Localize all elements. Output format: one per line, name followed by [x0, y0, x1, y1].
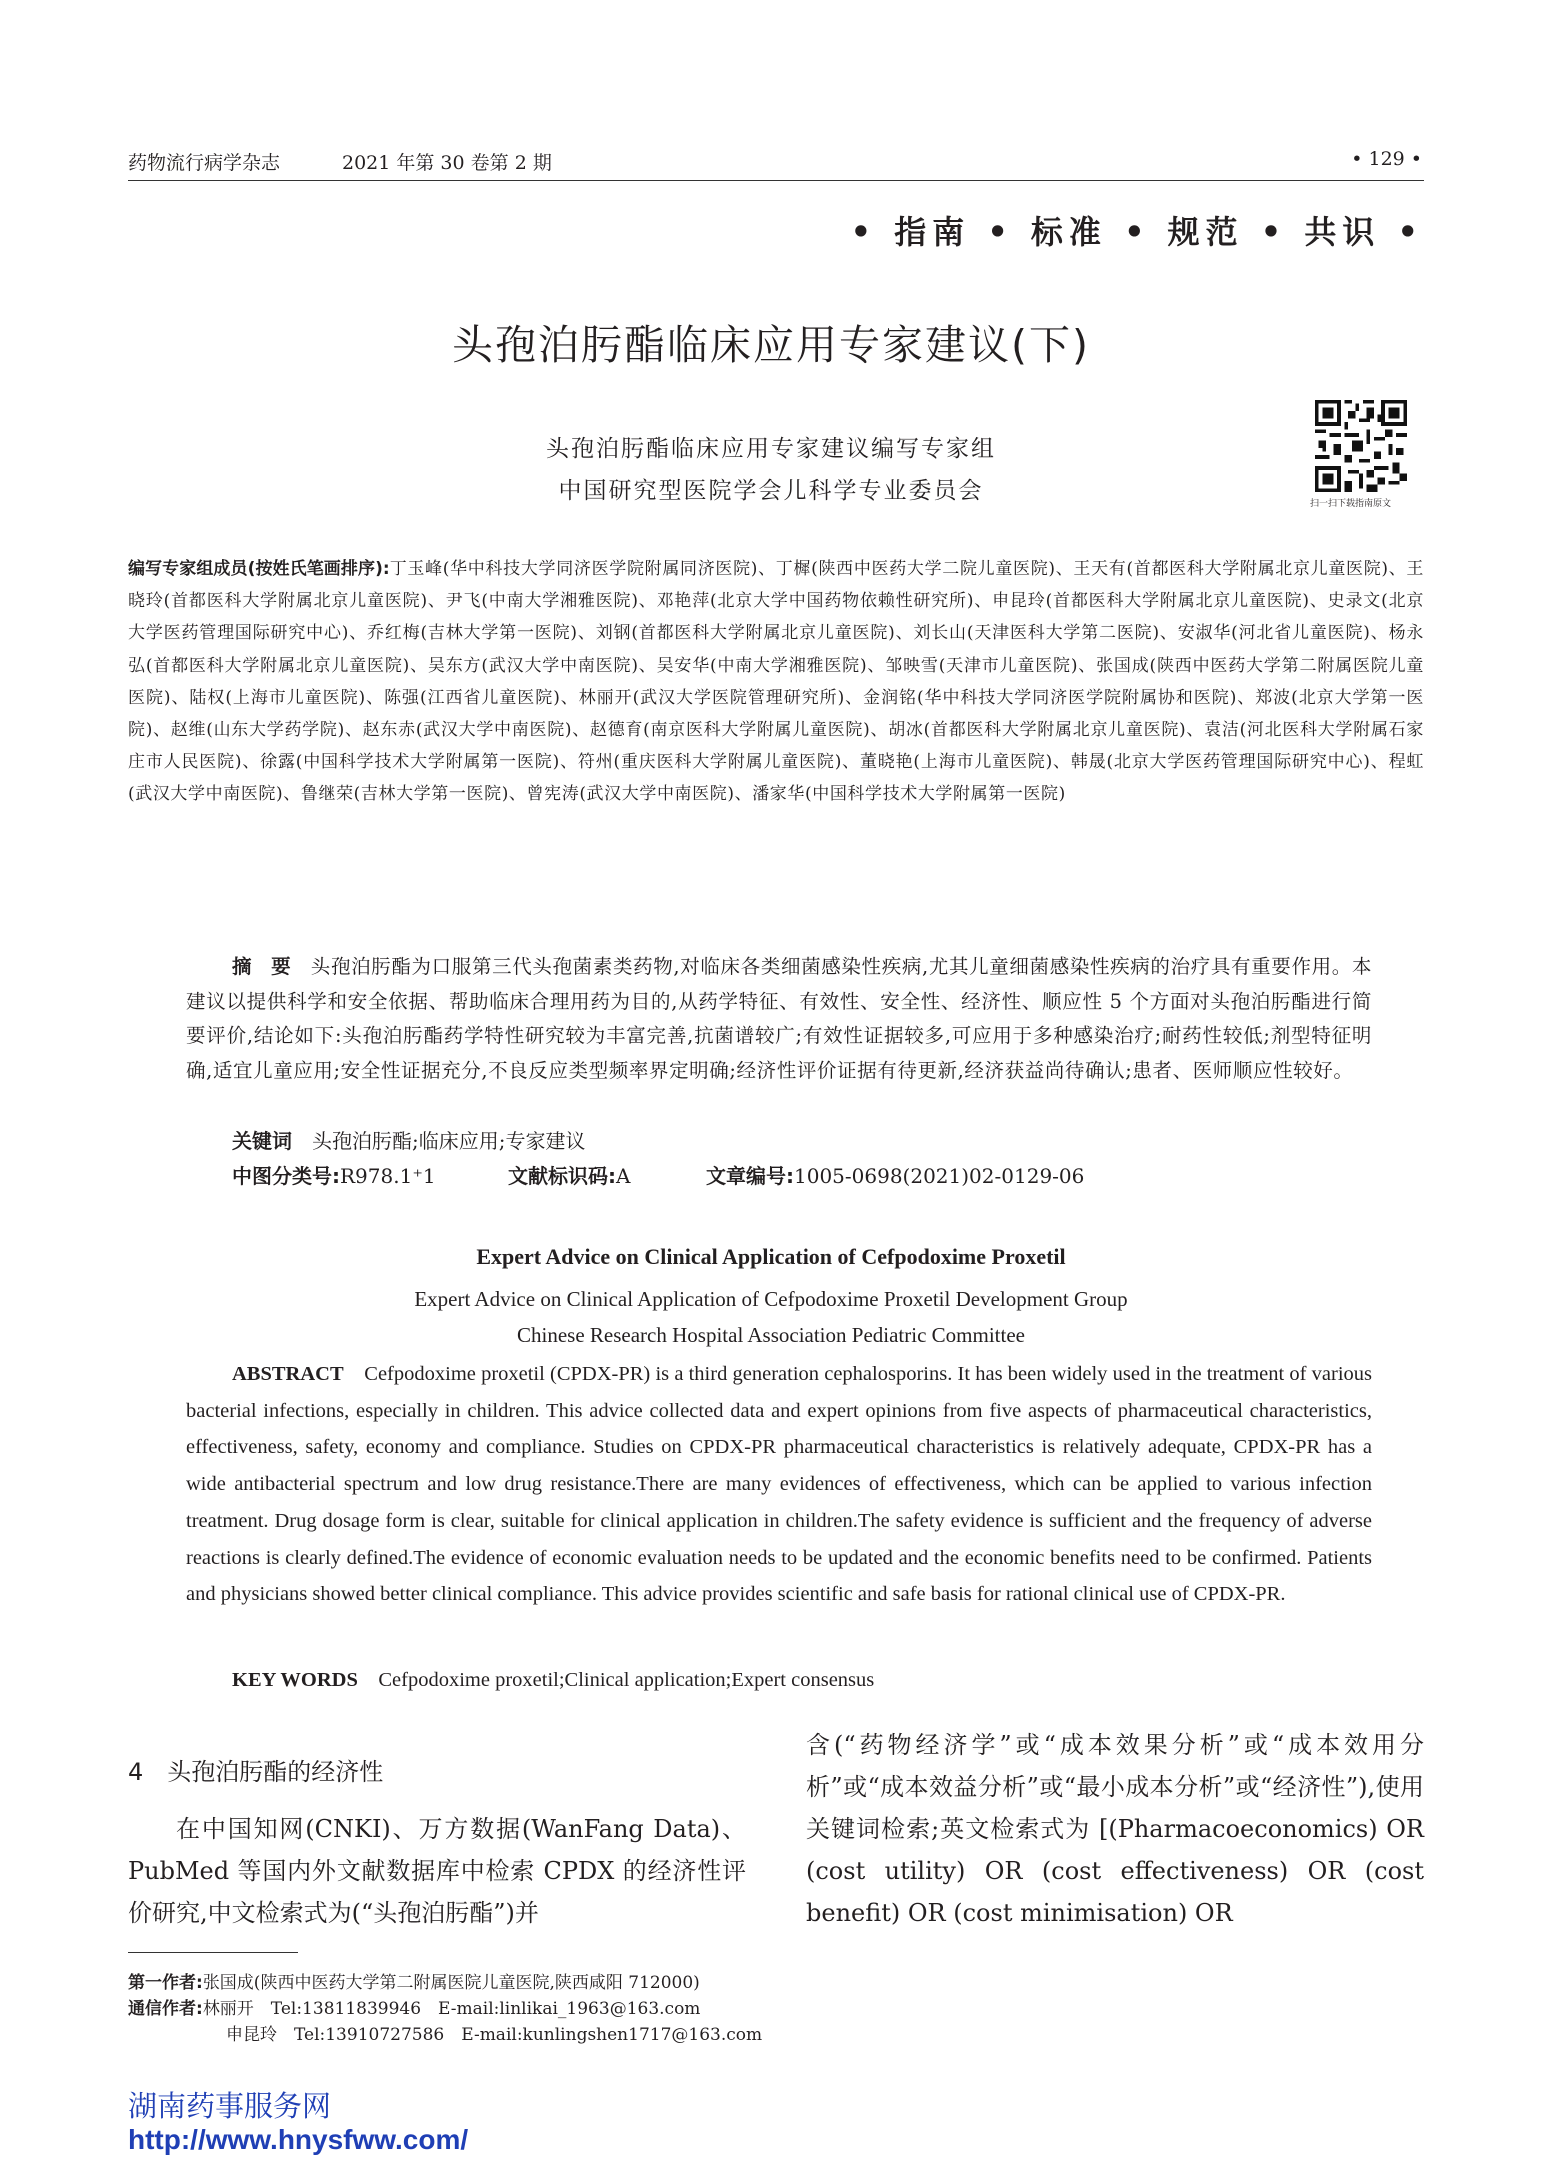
org-line-1: 头孢泊肟酯临床应用专家建议编写专家组: [546, 436, 996, 462]
en-group: Expert Advice on Clinical Application of Cefpodoxime Proxetil Development Group: [414, 1287, 1128, 1311]
clc-value: R978.1⁺1: [340, 1164, 436, 1188]
en-keywords-line: [232, 1662, 874, 1692]
en-abstract-para: [186, 1356, 1372, 1613]
corr-author-label: 通信作者:: [128, 1999, 203, 2019]
article-no-label: 文章编号:: [706, 1164, 794, 1188]
members-text: 丁玉峰(华中科技大学同济医学院附属同济医院)、丁樨(陕西中医药大学二院儿童医院)、王天有(首都医科大学附属北京儿童医院)、王晓玲(首都医科大学附属北京儿童医院)、尹飞(中南大学湘雅医院)、邓艳萍(北京大学中国药物依赖性研究所)、申昆玲(首都医科大学附属北京儿童医院)、史录文(北京大学医药管理国际研究中心)、乔红梅(吉林大学第一医院)、刘钢(首都医科大学附属北京儿童医院)、刘长山(天津医科大学第二医院)、安淑华(河北省儿童医院)、杨永弘(首都医科大学附属北京儿童医院)、吴东方(武汉大学中南医院)、吴安华(中南大学湘雅医院)、邹映雪(天津市儿童医院)、张国成(陕西中医药大学第二附属医院儿童医院)、陆权(上海市儿童医院)、陈强(江西省儿童医院)、林丽开(武汉大学医院管理研究所)、金润铭(华中科技大学同济医学院附属协和医院)、郑波(北京大学第一医院)、赵维(山东大学药学院)、赵东赤(武汉大学中南医院)、赵德育(南京医科大学附属儿童医院)、胡冰(首都医科大学附属北京儿童医院)、袁洁(河北医科大学附属石家庄市人民医院)、徐露(中国科学技术大学附属第一医院)、符州(重庆医科大学附属儿童医院)、董晓艳(上海市儿童医院)、韩晟(北京大学医药管理国际研究中心)、程虹(武汉大学中南医院)、鲁继荣(吉林大学第一医院)、曾宪涛(武汉大学中南医院)、潘家华(中国科学技术大学附属第一医院): [128, 559, 1424, 805]
watermark-url[interactable]: http://www.hnysfww.com/: [128, 2124, 469, 2155]
body-left-column: 在中国知网(CNKI)、万方数据(WanFang Data)、PubMed 等国内外文献数据库中检索 CPDX 的经济性评价研究,中文检索式为(“头孢泊肟酯”)并: [128, 1815, 746, 1927]
en-keywords-label: KEY WORDS: [232, 1669, 358, 1691]
zh-abstract-label: 摘 要: [232, 955, 291, 978]
zh-keywords-label: 关键词: [232, 1129, 292, 1153]
zh-abstract: [186, 950, 1372, 1088]
page-number: • 129 •: [1351, 148, 1422, 170]
zh-abstract-para: [186, 950, 1372, 1088]
zh-abstract-text: 头孢泊肟酯为口服第三代头孢菌素类药物,对临床各类细菌感染性疾病,尤其儿童细菌感染性疾病的治疗具有重要作用。本建议以提供科学和安全依据、帮助临床合理用药为目的,从药学特征、有效性、安全性、经济性、顺应性 5 个方面对头孢泊肟酯进行简要评价,结论如下:头孢泊肟酯药学特性研究较为丰富完善,抗菌谱较广;有效性证据较多,可应用于多种感染治疗;耐药性较低;剂型特征明确,适宜儿童应用;安全性证据充分,不良反应类型频率界定明确;经济性评价证据有待更新,经济获益尚待确认;患者、医师顺应性较好。: [186, 955, 1372, 1082]
corr-author-line: [128, 1994, 700, 2019]
en-title: Expert Advice on Clinical Application of Cefpodoxime Proxetil: [476, 1244, 1066, 1269]
en-committee: Chinese Research Hospital Association Pediatric Committee: [517, 1323, 1025, 1347]
en-keywords: Cefpodoxime proxetil;Clinical application;Expert consensus: [378, 1669, 875, 1691]
header-rule: [128, 180, 1424, 181]
corr-author-2: 申昆玲 Tel:13910727586 E-mail:kunlingshen1717@163.com: [226, 2025, 763, 2045]
qr-caption: 扫一扫下载指南原文: [1310, 499, 1392, 509]
first-author: 张国成(陕西中医药大学第二附属医院儿童医院,陕西咸阳 712000): [202, 1973, 700, 1993]
zh-keywords: 头孢泊肟酯;临床应用;专家建议: [312, 1129, 586, 1153]
first-author-line: [128, 1968, 700, 1993]
article-no-value: 1005-0698(2021)02-0129-06: [794, 1164, 1085, 1188]
section-tag: • 指南 • 标准 • 规范 • 共识 •: [850, 213, 1424, 251]
journal-name: 药物流行病学杂志: [128, 152, 281, 174]
watermark-name: 湖南药事服务网: [128, 2091, 332, 2123]
org-line-2: 中国研究型医院学会儿科学专业委员会: [558, 478, 984, 504]
doc-code-line: [508, 1160, 630, 1189]
footnote-rule: [128, 1952, 298, 1953]
article-no-line: [706, 1160, 1084, 1189]
expert-members: [128, 553, 1424, 811]
qr-code-icon[interactable]: [1315, 400, 1407, 492]
section-heading: 4 头孢泊肟酯的经济性: [128, 1758, 384, 1786]
classification-line: [232, 1160, 436, 1189]
corr-author-1: 林丽开 Tel:13811839946 E-mail:linlikai_1963@163.com: [202, 1999, 701, 2019]
doc-value: A: [616, 1164, 631, 1188]
en-abstract-text: Cefpodoxime proxetil (CPDX-PR) is a third generation cephalosporins. It has been widely used in the treatment of various bacterial infections, especially in children. This advice collected data and expert opinions from five aspects of pharmaceutical characteristics, effectiveness, safety, economy and compliance. Studies on CPDX-PR pharmaceutical characteristics is relatively adequate, CPDX-PR has a wide antibacterial spectrum and low drug resistance.There are many evidences of effectiveness, which can be applied to various infection treatment. Drug dosage form is clear, suitable for clinical application in children.The safety evidence is sufficient and the frequency of adverse reactions is clearly defined.The evidence of economic evaluation needs to be updated and the economic benefits need to be confirmed. Patients and physicians showed better clinical compliance. This advice provides scientific and safe basis for rational clinical use of CPDX-PR.: [186, 1363, 1372, 1606]
body-right-column: 含(“药物经济学”或“成本效果分析”或“成本效用分析”或“成本效益分析”或“最小成本分析”或“经济性”),使用关键词检索;英文检索式为 [(Pharmacoeconomics) OR (cost utility) OR (cost effectiveness) OR (cost benefit) OR (cost minimisation) OR: [806, 1731, 1424, 1927]
article-title: 头孢泊肟酯临床应用专家建议(下): [452, 321, 1090, 369]
zh-keywords-line: [232, 1125, 585, 1154]
issue-info: 2021 年第 30 卷第 2 期: [342, 152, 552, 174]
en-abstract-label: ABSTRACT: [232, 1363, 344, 1385]
clc-label: 中图分类号:: [232, 1164, 340, 1188]
members-label: 编写专家组成员(按姓氏笔画排序):: [128, 559, 390, 579]
first-author-label: 第一作者:: [128, 1973, 203, 1993]
en-abstract: [186, 1356, 1372, 1613]
doc-label: 文献标识码:: [508, 1164, 616, 1188]
